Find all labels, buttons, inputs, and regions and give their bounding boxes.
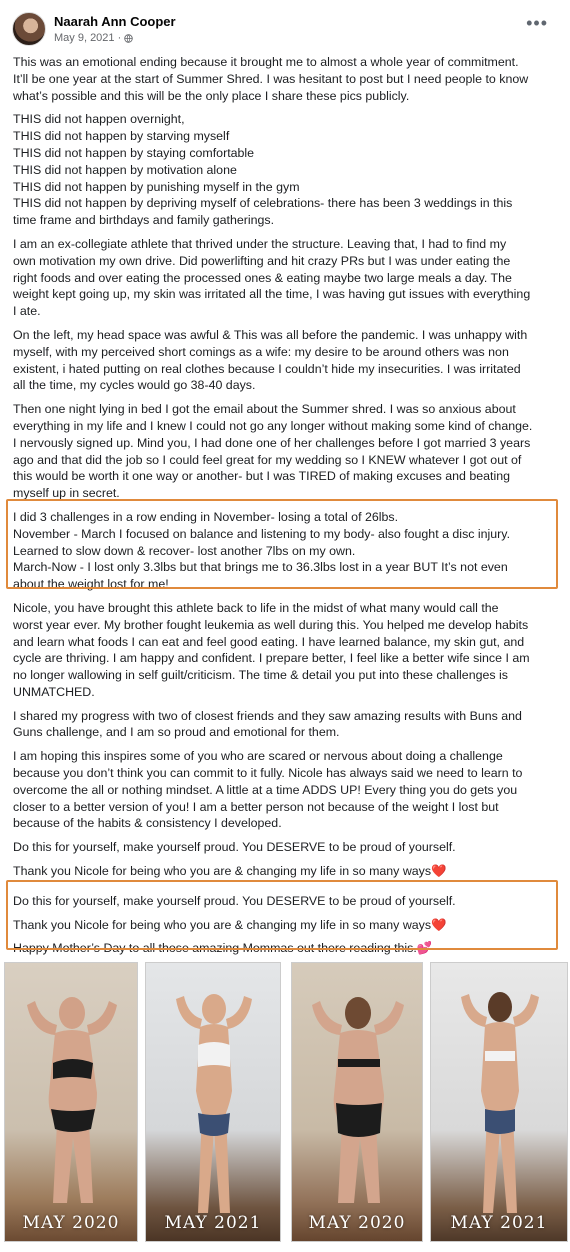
post-line: existent, i hated putting on real clothes because I couldn’t hide my insecurities. I was irritated: [13, 361, 521, 376]
post-paragraph: [13, 111, 557, 229]
post-line: It’ll be one year at the start of Summer Shred. I was hesitant to post but I need people to know: [13, 71, 529, 86]
person-figure: [5, 963, 138, 1242]
post-paragraph: [13, 327, 557, 394]
post-line: I am an ex-collegiate athlete that thrived under the structure. Leaving that, I had to find my: [13, 236, 507, 251]
post-line: I ate.: [13, 304, 41, 319]
closing-line: Happy Mother’s Day to all those amazing Mommas out there reading this.💕: [13, 941, 433, 956]
post-paragraph: [13, 748, 557, 832]
progress-photos: [4, 962, 568, 1244]
photo-caption: MAY 2020: [308, 1213, 406, 1233]
post-line: worst year ever. My brother fought leukemia as well during this. You helped me develop habits: [13, 617, 529, 632]
post-line: November - March I focused on balance and listening to my body- also fought a disc injury.: [13, 526, 511, 541]
post-line: right foods and over eating the processed ones & eating maybe two large meals a day. The: [13, 270, 512, 285]
post-paragraph: [13, 863, 557, 880]
post-line: about the weight lost for me!: [13, 577, 169, 592]
post-line: On the left, my head space was awful & This was all before the pandemic. I was unhappy with: [13, 327, 528, 342]
post-line: Then one night lying in bed I got the email about the Summer shred. I was so anxious about: [13, 402, 516, 417]
post-meta: [54, 32, 133, 44]
post-line: THIS did not happen by starving myself: [13, 129, 230, 144]
avatar[interactable]: [12, 12, 46, 46]
post-line: THIS did not happen by punishing myself in the gym: [13, 179, 300, 194]
post-line: THIS did not happen by staying comfortable: [13, 145, 255, 160]
post-line: closer to a better version of you! I am a better person not because of the weight I lost but: [13, 799, 499, 814]
person-figure: [431, 963, 568, 1242]
post-line: Do this for yourself, make yourself proud. You DESERVE to be proud of yourself.: [13, 840, 456, 855]
post-paragraph: [13, 708, 557, 742]
post-line: THIS did not happen overnight,: [13, 112, 185, 127]
photo-caption: MAY 2021: [164, 1213, 262, 1233]
person-figure: [292, 963, 423, 1242]
post-line: THIS did not happen by motivation alone: [13, 162, 237, 177]
photo-front-before[interactable]: [4, 962, 138, 1242]
post-line: Learned to slow down & recover- lost another 7lbs on my own.: [13, 543, 356, 558]
photo-front-after[interactable]: [145, 962, 281, 1242]
post-line: time frame and birthdays and family gatherings.: [13, 213, 275, 228]
post-line: UNMATCHED.: [13, 684, 95, 699]
post-paragraph: [13, 54, 557, 104]
photo-caption: MAY 2021: [450, 1213, 548, 1233]
post-line: I did 3 challenges in a row ending in November- losing a total of 26lbs.: [13, 509, 399, 524]
post-line: this would be worth it one way or another- but I was TIRED of making excuses and beating: [13, 469, 511, 484]
post-paragraph: [13, 839, 557, 856]
post-paragraph: [13, 600, 557, 701]
post-paragraph: [13, 401, 557, 502]
post-line: cycle are thriving. I am happy and confident. I prepare better, I feel like a better wife since I am: [13, 651, 530, 666]
author-name[interactable]: Naarah Ann Cooper: [54, 14, 176, 29]
highlight-box-closing: [6, 880, 558, 950]
closing-line: Thank you Nicole for being who you are & changing my life in so many ways❤️: [13, 917, 447, 932]
post-header: [12, 12, 558, 48]
post-line: because you don’t think you can commit to it fully. Nicole has always said we need to learn to: [13, 766, 523, 781]
post-line: March-Now - I lost only 3.3lbs but that brings me to 36.3lbs lost in a year BUT It’s not even: [13, 560, 508, 575]
highlight-box-weight-loss: [6, 499, 558, 589]
post-line: no longer wallowing in self guilt/criticism. The time & detail you put into these challenges is: [13, 668, 508, 683]
post-line: I am hoping this inspires some of you who are scared or nervous about doing a challenge: [13, 749, 503, 764]
post-line: I shared my progress with two of closest friends and they saw amazing results with Buns and: [13, 708, 522, 723]
post-line: ago and that did the job so I could feel great for my wedding so I KNEW whatever I got out of: [13, 452, 522, 467]
post-date[interactable]: May 9, 2021 ·: [54, 32, 122, 44]
post-line: Thank you Nicole for being who you are & changing my life in so many ways❤️: [13, 864, 447, 879]
post-line: own motivation my own drive. Did powerlifting and hit crazy PRs but I was under eating the: [13, 253, 511, 268]
post-line: everything in my life and I knew I could not go any longer without making some kind of change.: [13, 418, 533, 433]
post-line: myself up in secret.: [13, 486, 120, 501]
person-figure: [146, 963, 281, 1242]
globe-icon: [124, 34, 133, 43]
closing-line: Do this for yourself, make yourself proud. You DESERVE to be proud of yourself.: [13, 893, 456, 908]
post-line: myself, with my perceived short comings as a wife: my desire to be around others was non: [13, 344, 509, 359]
post-line: Guns challenge, and I am so proud and emotional for them.: [13, 725, 340, 740]
photo-back-before[interactable]: [291, 962, 423, 1242]
post-line: what’s possible and this will be the only place I share these pics publicly.: [13, 88, 410, 103]
photo-back-after[interactable]: [430, 962, 568, 1242]
post-line: all the time, my cycles would go 38-40 days.: [13, 378, 256, 393]
post-line: overcome the all or nothing mindset. A little at a time ADDS UP! Every thing you do gets you: [13, 782, 518, 797]
more-options-icon[interactable]: •••: [526, 13, 548, 33]
post-line: This was an emotional ending because it brought me to almost a whole year of commitment.: [13, 55, 519, 69]
post-line: because of the habits & consistency I developed.: [13, 816, 282, 831]
post-line: weight kept going up, my skin was irritated all the time, I was having gut issues with everything: [13, 287, 531, 302]
post-line: THIS did not happen by depriving myself of celebrations- there has been 3 weddings in this: [13, 196, 513, 211]
post-line: I nervously signed up. Mind you, I had done one of her challenges before I got married 3 years: [13, 435, 531, 450]
post-line: and learn what foods I can eat and feel good eating. I have learned balance, my skin gut, and: [13, 634, 525, 649]
photo-caption: MAY 2020: [22, 1213, 120, 1233]
post-line: Nicole, you have brought this athlete back to life in the midst of what many would call the: [13, 600, 499, 615]
post-paragraph: [13, 236, 557, 320]
